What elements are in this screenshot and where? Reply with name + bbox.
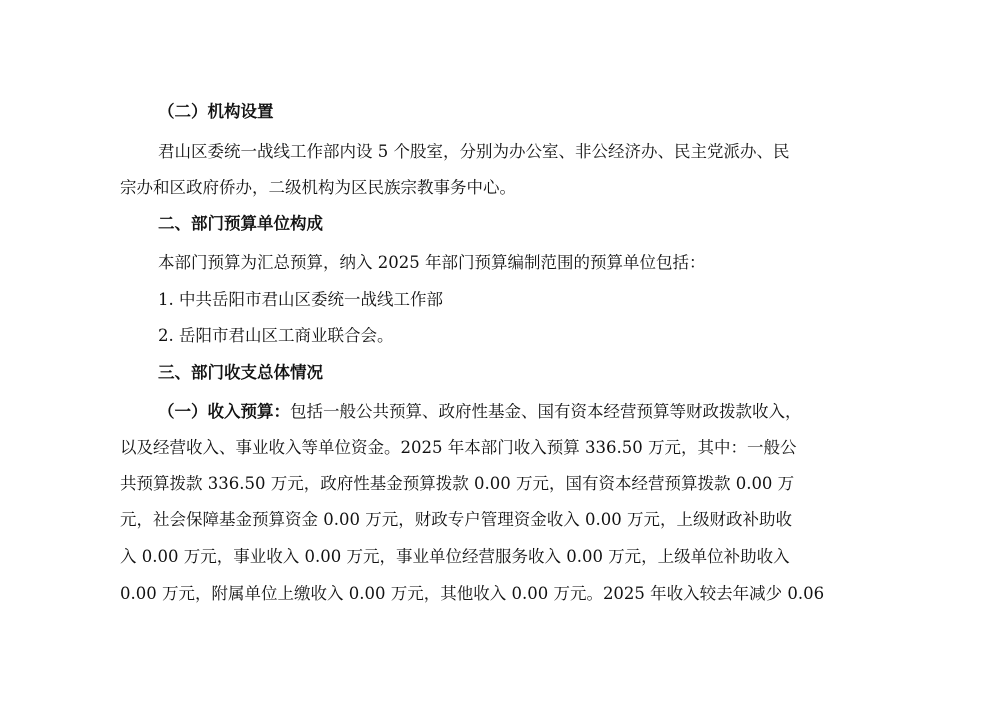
list-item: 2. 岳阳市君山区工商业联合会。 [158, 326, 394, 345]
paragraph-line: 共预算拨款 336.50 万元，政府性基金预算拨款 0.00 万元，国有资本经营预算拨款 0.00 万 [120, 474, 795, 493]
paragraph-line: 元，社会保障基金预算资金 0.00 万元，财政专户管理资金收入 0.00 万元，上级财政补助收 [120, 510, 792, 529]
paragraph-line: 0.00 万元，附属单位上缴收入 0.00 万元，其他收入 0.00 万元。2025 年收入较去年减少 0.06 [120, 584, 825, 603]
paragraph-line: 君山区委统一战线工作部内设 5 个股室，分别为办公室、非公经济办、民主党派办、民 [158, 142, 790, 161]
income-budget-text: 包括一般公共预算、政府性基金、国有资本经营预算等财政拨款收入， [290, 402, 802, 421]
paragraph-line: 本部门预算为汇总预算，纳入 2025 年部门预算编制范围的预算单位包括： [158, 253, 706, 272]
list-item: 1. 中共岳阳市君山区委统一战线工作部 [158, 290, 443, 309]
income-budget-lead: （一）收入预算： [158, 402, 290, 421]
paragraph-line [158, 400, 885, 424]
section-heading-overview: 三、部门收支总体情况 [158, 363, 323, 382]
section-heading-organization: （二）机构设置 [158, 102, 274, 121]
paragraph-line: 入 0.00 万元，事业收入 0.00 万元，事业单位经营服务收入 0.00 万元，上级单位补助收入 [120, 547, 790, 566]
section-heading-budget-units: 二、部门预算单位构成 [158, 214, 323, 233]
paragraph-line: 宗办和区政府侨办，二级机构为区民族宗教事务中心。 [120, 178, 516, 197]
paragraph-line: 以及经营收入、事业收入等单位资金。2025 年本部门收入预算 336.50 万元，其中：一般公 [120, 438, 797, 457]
